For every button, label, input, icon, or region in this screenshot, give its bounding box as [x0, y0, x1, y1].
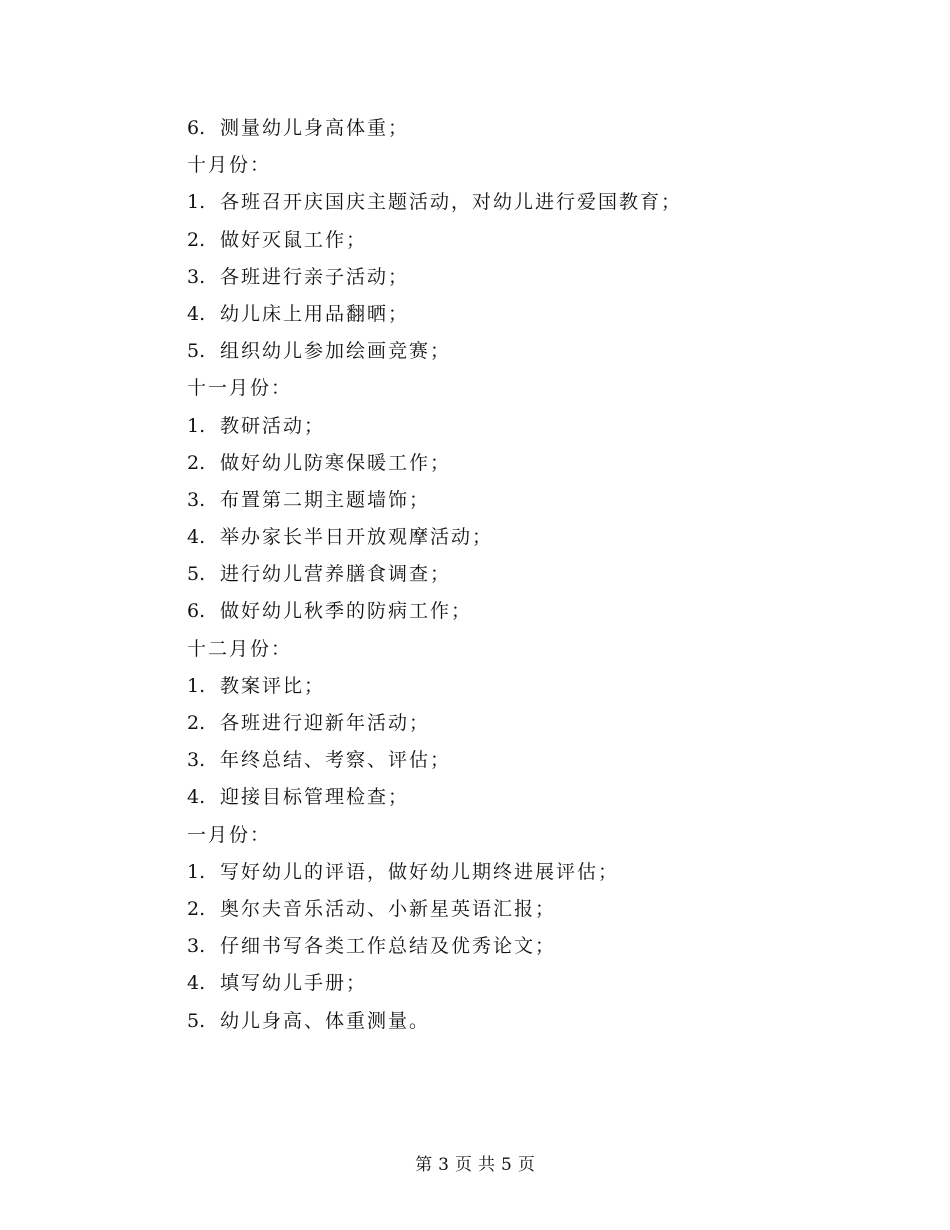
- heading-text: 一月份：: [187, 823, 272, 846]
- item-number: 4.: [187, 972, 206, 995]
- item-number: 3.: [187, 749, 206, 772]
- list-item: [187, 928, 887, 965]
- list-item: [187, 110, 887, 147]
- item-number: 1.: [187, 674, 206, 697]
- list-item: [187, 668, 887, 705]
- item-number: 1.: [187, 414, 206, 437]
- item-text: 教案评比；: [220, 674, 326, 697]
- document-body: [187, 110, 887, 1040]
- list-item: [187, 1003, 887, 1040]
- item-text: 布置第二期主题墙饰；: [220, 488, 431, 511]
- item-text: 年终总结、考察、评估；: [220, 749, 452, 772]
- item-number: 3.: [187, 935, 206, 958]
- item-number: 2.: [187, 712, 206, 734]
- list-item: [187, 519, 887, 556]
- item-number: 4.: [187, 302, 206, 325]
- list-item: [187, 184, 887, 221]
- footer-total-word: 共: [478, 1155, 495, 1175]
- list-item: [187, 965, 887, 1002]
- list-item: [187, 556, 887, 593]
- item-number: 5.: [187, 1009, 206, 1032]
- item-text: 幼儿床上用品翻晒；: [220, 302, 410, 325]
- month-heading: [187, 631, 887, 668]
- item-number: 6.: [187, 117, 206, 139]
- item-text: 奥尔夫音乐活动、小新星英语汇报；: [220, 897, 557, 920]
- list-item: [187, 742, 887, 779]
- list-item: [187, 593, 887, 630]
- item-text: 做好幼儿秋季的防病工作；: [220, 600, 473, 623]
- page-footer: [0, 1150, 950, 1175]
- footer-prefix: 第: [415, 1155, 433, 1175]
- item-number: 6.: [187, 600, 206, 623]
- item-text: 迎接目标管理检查；: [220, 786, 410, 809]
- item-number: 4.: [187, 526, 206, 549]
- item-text: 做好灭鼠工作；: [220, 228, 368, 251]
- list-item: [187, 333, 887, 370]
- list-item: [187, 222, 887, 259]
- footer-suffix: 页: [517, 1155, 535, 1175]
- list-item: [187, 891, 887, 928]
- item-text: 测量幼儿身高体重；: [220, 117, 410, 139]
- item-number: 3.: [187, 265, 206, 288]
- item-text: 仔细书写各类工作总结及优秀论文；: [220, 935, 557, 958]
- list-item: [187, 482, 887, 519]
- item-number: 2.: [187, 228, 206, 251]
- footer-page-word: 页: [455, 1155, 472, 1175]
- list-item: [187, 854, 887, 891]
- list-item: [187, 296, 887, 333]
- item-text: 组织幼儿参加绘画竞赛；: [220, 340, 452, 363]
- month-heading: [187, 370, 887, 407]
- item-text: 写好幼儿的评语，做好幼儿期终进展评估；: [220, 860, 620, 883]
- item-text: 各班进行迎新年活动；: [220, 712, 431, 734]
- current-page-number: 3: [438, 1155, 449, 1175]
- item-number: 2.: [187, 897, 206, 920]
- list-item: [187, 445, 887, 482]
- item-text: 幼儿身高、体重测量。: [220, 1009, 431, 1032]
- heading-text: 十一月份：: [187, 377, 293, 400]
- total-page-number: 5: [501, 1155, 512, 1175]
- item-number: 5.: [187, 563, 206, 586]
- item-number: 1.: [187, 191, 206, 214]
- item-text: 各班进行亲子活动；: [220, 265, 410, 288]
- item-number: 5.: [187, 340, 206, 363]
- item-text: 各班召开庆国庆主题活动，对幼儿进行爱国教育；: [220, 191, 683, 214]
- item-text: 进行幼儿营养膳食调查；: [220, 563, 452, 586]
- item-text: 做好幼儿防寒保暖工作；: [220, 451, 452, 474]
- item-number: 1.: [187, 860, 206, 883]
- item-text: 举办家长半日开放观摩活动；: [220, 526, 494, 549]
- item-number: 4.: [187, 786, 206, 809]
- heading-text: 十二月份：: [187, 637, 293, 660]
- item-text: 教研活动；: [220, 414, 326, 437]
- month-heading: [187, 147, 887, 184]
- month-heading: [187, 817, 887, 854]
- heading-text: 十月份：: [187, 154, 272, 177]
- list-item: [187, 259, 887, 296]
- item-number: 3.: [187, 488, 206, 511]
- list-item: [187, 705, 887, 742]
- list-item: [187, 408, 887, 445]
- item-text: 填写幼儿手册；: [220, 972, 368, 995]
- list-item: [187, 779, 887, 816]
- item-number: 2.: [187, 451, 206, 474]
